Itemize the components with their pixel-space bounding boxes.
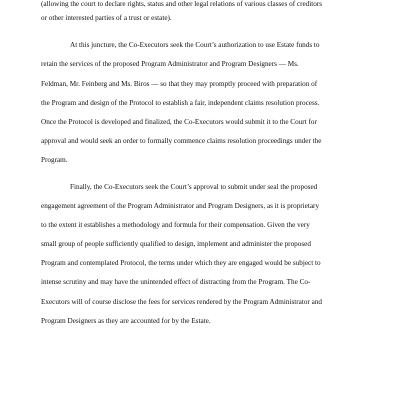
text-line: small group of people sufficiently qualified to design, implement and administer the proposed <box>41 240 311 248</box>
text-line: approval and would seek an order to formally commence claims resolution proceedings under the <box>41 137 322 145</box>
text-line: At this juncture, the Co-Executors seek the Court’s authorization to use Estate funds to <box>70 41 320 49</box>
text-line: Program. <box>41 156 68 164</box>
text-line: Program Designers as they are accounted for by the Estate. <box>41 317 211 325</box>
text-line: Executors will of course disclose the fees for services rendered by the Program Administrator and <box>41 298 323 306</box>
text-line: Feldman, Mr. Feinberg and Ms. Biros — so that they may promptly proceed with preparation of <box>41 80 318 88</box>
text-line: engagement agreement of the Program Administrator and Program Designers, as it is proprietary <box>41 202 320 210</box>
text-line: the Program and design of the Protocol to establish a fair, independent claims resolution process. <box>41 99 320 107</box>
text-line: Program and contemplated Protocol, the terms under which they are engaged would be subject to <box>41 259 321 267</box>
text-line: Once the Protocol is developed and finalized, the Co-Executors would submit it to the Court for <box>41 118 317 126</box>
text-line: Finally, the Co-Executors seek the Court’s approval to submit under seal the proposed <box>70 183 318 191</box>
text-line: intense scrutiny and may have the unintended effect of distracting from the Program. The Co- <box>41 278 311 286</box>
text-line: (allowing the court to declare rights, status and other legal relations of various classes of creditors <box>41 0 323 8</box>
text-line: or other interested parties of a trust or estate). <box>41 14 172 22</box>
text-line: to the extent it establishes a methodology and formula for their compensation. Given the very <box>41 221 310 229</box>
text-line: retain the services of the proposed Program Administrator and Program Designers — Ms. <box>41 60 299 68</box>
